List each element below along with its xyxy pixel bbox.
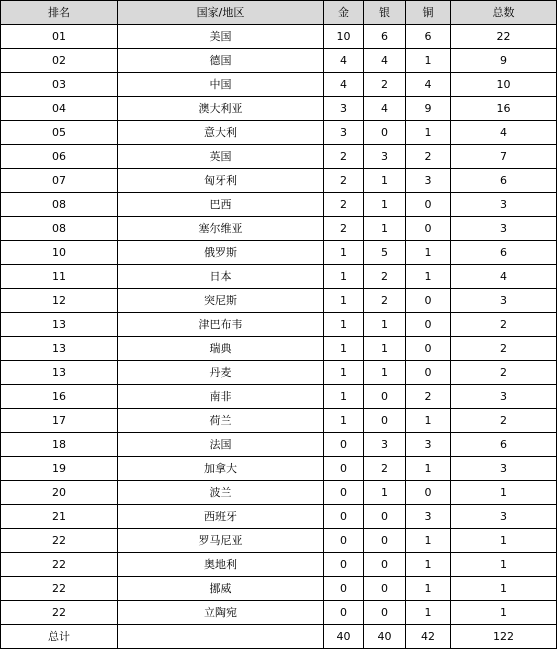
cell-nation: 挪威 — [118, 577, 324, 601]
table-row — [1, 169, 557, 193]
table-row — [1, 433, 557, 457]
cell-gold: 3 — [324, 97, 364, 121]
cell-rank: 20 — [1, 481, 118, 505]
header-total: 总数 — [451, 1, 557, 25]
cell-nation: 巴西 — [118, 193, 324, 217]
cell-bronze: 0 — [406, 217, 451, 241]
cell-rank: 22 — [1, 577, 118, 601]
total-gold: 40 — [324, 625, 364, 649]
cell-rank: 13 — [1, 361, 118, 385]
cell-gold: 0 — [324, 505, 364, 529]
cell-rank: 11 — [1, 265, 118, 289]
cell-total: 22 — [451, 25, 557, 49]
cell-total: 2 — [451, 409, 557, 433]
table-row — [1, 145, 557, 169]
table-row — [1, 529, 557, 553]
cell-silver: 0 — [364, 553, 406, 577]
cell-rank: 01 — [1, 25, 118, 49]
cell-silver: 5 — [364, 241, 406, 265]
cell-bronze: 1 — [406, 529, 451, 553]
cell-gold: 1 — [324, 409, 364, 433]
table-row — [1, 265, 557, 289]
cell-bronze: 3 — [406, 505, 451, 529]
table-row — [1, 385, 557, 409]
cell-bronze: 2 — [406, 385, 451, 409]
table-row — [1, 97, 557, 121]
cell-gold: 1 — [324, 241, 364, 265]
cell-rank: 03 — [1, 73, 118, 97]
cell-total: 4 — [451, 121, 557, 145]
cell-silver: 1 — [364, 313, 406, 337]
cell-nation: 西班牙 — [118, 505, 324, 529]
cell-nation: 立陶宛 — [118, 601, 324, 625]
cell-gold: 1 — [324, 289, 364, 313]
cell-nation: 加拿大 — [118, 457, 324, 481]
cell-gold: 0 — [324, 433, 364, 457]
cell-rank: 13 — [1, 313, 118, 337]
cell-nation: 南非 — [118, 385, 324, 409]
cell-total: 7 — [451, 145, 557, 169]
cell-silver: 4 — [364, 49, 406, 73]
cell-silver: 1 — [364, 337, 406, 361]
cell-nation: 澳大利亚 — [118, 97, 324, 121]
cell-total: 3 — [451, 217, 557, 241]
cell-rank: 08 — [1, 193, 118, 217]
header-row — [1, 1, 557, 25]
cell-nation: 意大利 — [118, 121, 324, 145]
cell-gold: 0 — [324, 481, 364, 505]
cell-bronze: 1 — [406, 553, 451, 577]
cell-nation: 美国 — [118, 25, 324, 49]
cell-total: 6 — [451, 433, 557, 457]
cell-gold: 1 — [324, 361, 364, 385]
table-row — [1, 481, 557, 505]
cell-bronze: 1 — [406, 241, 451, 265]
table-body — [1, 25, 557, 625]
table-row — [1, 409, 557, 433]
cell-total: 6 — [451, 169, 557, 193]
cell-total: 2 — [451, 361, 557, 385]
cell-rank: 22 — [1, 529, 118, 553]
table-row — [1, 505, 557, 529]
table-row — [1, 337, 557, 361]
cell-rank: 22 — [1, 553, 118, 577]
cell-nation: 德国 — [118, 49, 324, 73]
cell-gold: 2 — [324, 145, 364, 169]
cell-silver: 0 — [364, 529, 406, 553]
cell-gold: 1 — [324, 385, 364, 409]
cell-silver: 3 — [364, 433, 406, 457]
cell-silver: 6 — [364, 25, 406, 49]
cell-rank: 18 — [1, 433, 118, 457]
cell-rank: 08 — [1, 217, 118, 241]
cell-gold: 0 — [324, 457, 364, 481]
cell-nation: 荷兰 — [118, 409, 324, 433]
cell-rank: 17 — [1, 409, 118, 433]
cell-bronze: 1 — [406, 577, 451, 601]
cell-silver: 0 — [364, 601, 406, 625]
cell-rank: 13 — [1, 337, 118, 361]
cell-silver: 1 — [364, 481, 406, 505]
cell-silver: 2 — [364, 73, 406, 97]
cell-total: 3 — [451, 457, 557, 481]
cell-silver: 0 — [364, 505, 406, 529]
cell-nation: 奥地利 — [118, 553, 324, 577]
cell-rank: 02 — [1, 49, 118, 73]
cell-rank: 16 — [1, 385, 118, 409]
cell-gold: 1 — [324, 313, 364, 337]
cell-gold: 1 — [324, 337, 364, 361]
cell-gold: 3 — [324, 121, 364, 145]
cell-bronze: 9 — [406, 97, 451, 121]
cell-nation: 匈牙利 — [118, 169, 324, 193]
table-row — [1, 49, 557, 73]
cell-bronze: 0 — [406, 481, 451, 505]
cell-bronze: 0 — [406, 313, 451, 337]
cell-rank: 22 — [1, 601, 118, 625]
cell-rank: 07 — [1, 169, 118, 193]
cell-gold: 10 — [324, 25, 364, 49]
cell-bronze: 2 — [406, 145, 451, 169]
table-row — [1, 193, 557, 217]
table-row — [1, 577, 557, 601]
cell-total: 1 — [451, 577, 557, 601]
cell-nation: 丹麦 — [118, 361, 324, 385]
cell-total: 1 — [451, 481, 557, 505]
cell-gold: 0 — [324, 601, 364, 625]
cell-rank: 05 — [1, 121, 118, 145]
cell-bronze: 0 — [406, 193, 451, 217]
cell-silver: 0 — [364, 385, 406, 409]
cell-silver: 2 — [364, 289, 406, 313]
cell-nation: 俄罗斯 — [118, 241, 324, 265]
table-row — [1, 73, 557, 97]
cell-nation: 日本 — [118, 265, 324, 289]
cell-total: 1 — [451, 601, 557, 625]
cell-total: 3 — [451, 505, 557, 529]
cell-bronze: 1 — [406, 265, 451, 289]
cell-silver: 2 — [364, 265, 406, 289]
cell-silver: 0 — [364, 577, 406, 601]
cell-total: 4 — [451, 265, 557, 289]
cell-total: 1 — [451, 553, 557, 577]
cell-silver: 1 — [364, 217, 406, 241]
cell-nation: 英国 — [118, 145, 324, 169]
cell-silver: 1 — [364, 169, 406, 193]
cell-gold: 2 — [324, 193, 364, 217]
cell-nation: 津巴布韦 — [118, 313, 324, 337]
cell-total: 2 — [451, 313, 557, 337]
cell-rank: 10 — [1, 241, 118, 265]
cell-silver: 3 — [364, 145, 406, 169]
cell-gold: 0 — [324, 553, 364, 577]
header-silver: 银 — [364, 1, 406, 25]
table-row — [1, 313, 557, 337]
cell-total: 3 — [451, 289, 557, 313]
cell-rank: 06 — [1, 145, 118, 169]
cell-total: 3 — [451, 193, 557, 217]
cell-silver: 2 — [364, 457, 406, 481]
cell-gold: 0 — [324, 529, 364, 553]
total-row — [1, 625, 557, 649]
cell-total: 16 — [451, 97, 557, 121]
cell-total: 1 — [451, 529, 557, 553]
table-row — [1, 457, 557, 481]
cell-bronze: 1 — [406, 601, 451, 625]
cell-gold: 4 — [324, 49, 364, 73]
cell-gold: 4 — [324, 73, 364, 97]
table-row — [1, 601, 557, 625]
cell-rank: 12 — [1, 289, 118, 313]
header-rank: 排名 — [1, 1, 118, 25]
cell-nation: 中国 — [118, 73, 324, 97]
cell-nation: 波兰 — [118, 481, 324, 505]
header-bronze: 铜 — [406, 1, 451, 25]
cell-silver: 4 — [364, 97, 406, 121]
table-row — [1, 289, 557, 313]
cell-total: 3 — [451, 385, 557, 409]
table-row — [1, 241, 557, 265]
cell-gold: 2 — [324, 217, 364, 241]
total-bronze: 42 — [406, 625, 451, 649]
cell-nation: 塞尔维亚 — [118, 217, 324, 241]
header-gold: 金 — [324, 1, 364, 25]
table-row — [1, 121, 557, 145]
cell-bronze: 1 — [406, 49, 451, 73]
table-row — [1, 217, 557, 241]
cell-nation: 突尼斯 — [118, 289, 324, 313]
cell-bronze: 6 — [406, 25, 451, 49]
cell-nation: 法国 — [118, 433, 324, 457]
total-total: 122 — [451, 625, 557, 649]
cell-gold: 0 — [324, 577, 364, 601]
total-label: 总计 — [1, 625, 118, 649]
total-silver: 40 — [364, 625, 406, 649]
cell-bronze: 1 — [406, 409, 451, 433]
cell-rank: 19 — [1, 457, 118, 481]
cell-silver: 1 — [364, 193, 406, 217]
cell-total: 6 — [451, 241, 557, 265]
cell-gold: 1 — [324, 265, 364, 289]
cell-silver: 1 — [364, 361, 406, 385]
cell-rank: 21 — [1, 505, 118, 529]
cell-total: 10 — [451, 73, 557, 97]
total-nation-cell — [118, 625, 324, 649]
cell-nation: 罗马尼亚 — [118, 529, 324, 553]
cell-gold: 2 — [324, 169, 364, 193]
cell-bronze: 0 — [406, 361, 451, 385]
cell-bronze: 4 — [406, 73, 451, 97]
cell-bronze: 1 — [406, 457, 451, 481]
table-row — [1, 25, 557, 49]
cell-nation: 瑞典 — [118, 337, 324, 361]
cell-bronze: 0 — [406, 289, 451, 313]
cell-total: 2 — [451, 337, 557, 361]
cell-bronze: 3 — [406, 433, 451, 457]
cell-bronze: 0 — [406, 337, 451, 361]
table-row — [1, 553, 557, 577]
table-row — [1, 361, 557, 385]
cell-bronze: 1 — [406, 121, 451, 145]
cell-silver: 0 — [364, 121, 406, 145]
cell-bronze: 3 — [406, 169, 451, 193]
header-nation: 国家/地区 — [118, 1, 324, 25]
cell-silver: 0 — [364, 409, 406, 433]
cell-total: 9 — [451, 49, 557, 73]
cell-rank: 04 — [1, 97, 118, 121]
